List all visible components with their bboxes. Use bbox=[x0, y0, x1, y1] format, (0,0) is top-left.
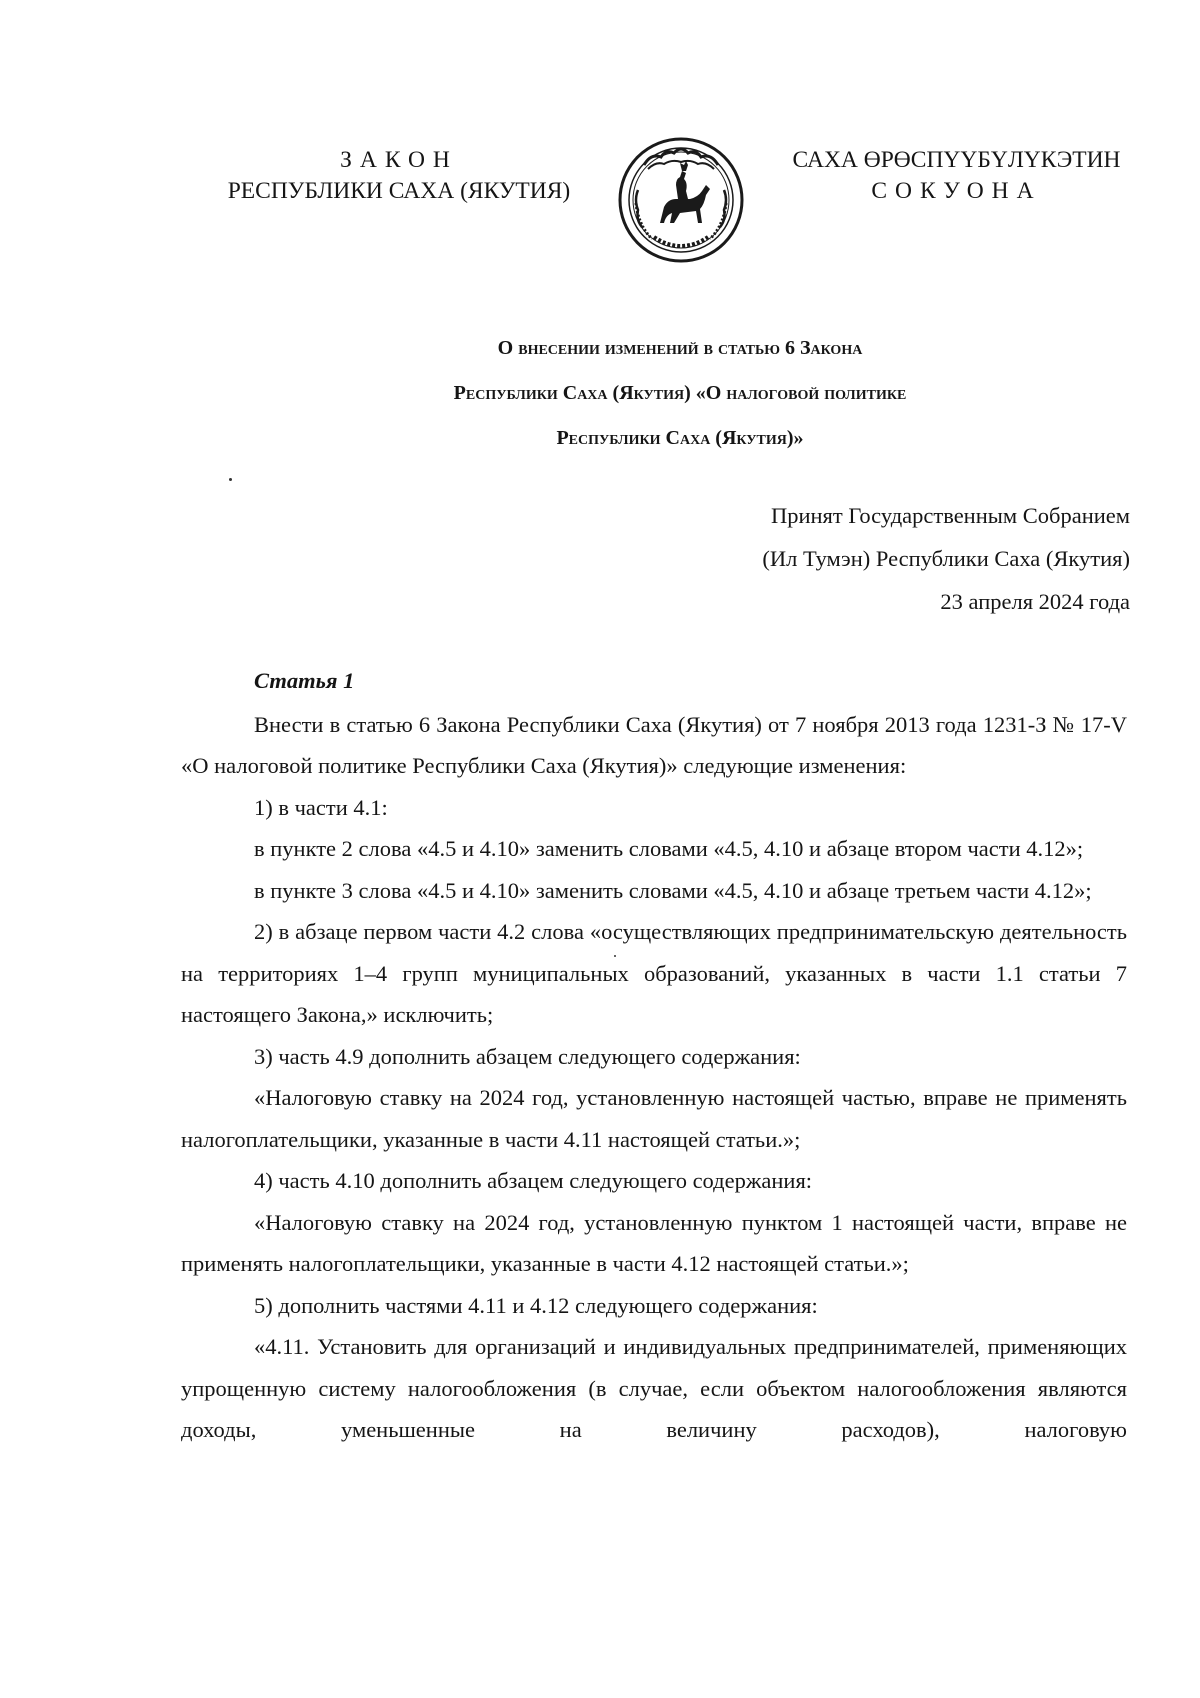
article-paragraph: 2) в абзаце первом части 4.2 слова «осуществляющих предпринимательскую деятельность на территориях 1–4 групп муниципальных образований, указанных в части 1.1 статьи 7 настоящего Закона,» исключить; bbox=[181, 919, 1127, 1027]
article-paragraph: 4) часть 4.10 дополнить абзацем следующего содержания: bbox=[254, 1168, 813, 1193]
article-heading: Статья 1 bbox=[254, 668, 355, 693]
header-left-line1: ЗАКОН bbox=[340, 147, 458, 173]
article-paragraph: «Налоговую ставку на 2024 год, установленную настоящей частью, вправе не применять налогоплательщики, указанные в части 4.11 настоящей статьи.»; bbox=[181, 1085, 1127, 1152]
adoption-line2: (Ил Тумэн) Республики Саха (Якутия) bbox=[762, 546, 1130, 571]
header-right-line2: СОКУОНА bbox=[871, 178, 1042, 204]
article-paragraph: 5) дополнить частями 4.11 и 4.12 следующего содержания: bbox=[254, 1292, 818, 1318]
article-paragraph: 3) часть 4.9 дополнить абзацем следующего содержания: bbox=[254, 1043, 801, 1069]
scan-speck bbox=[229, 478, 232, 481]
adoption-date: 23 апреля 2024 года bbox=[940, 589, 1130, 614]
coat-of-arms-icon bbox=[616, 135, 746, 265]
article-paragraph: Внести в статью 6 Закона Республики Саха (Якутия) от 7 ноября 2013 года 1231-З № 17-V «О налоговой политике Республики Саха (Якутия)» следующие изменения: bbox=[181, 711, 1127, 778]
adoption-note bbox=[762, 494, 1130, 623]
law-title-line2: Республики Саха (Якутия) «О налоговой политике bbox=[453, 382, 907, 404]
article-paragraph: «Налоговую ставку на 2024 год, установленную пунктом 1 настоящей части, вправе не применять налогоплательщики, указанные в части 4.12 настоящей статьи.»; bbox=[181, 1209, 1127, 1276]
article-paragraph: 1) в части 4.1: bbox=[254, 794, 388, 820]
law-title bbox=[200, 326, 1160, 461]
article-body bbox=[181, 660, 1127, 1451]
law-title-line1: О внесении изменений в статью 6 Закона bbox=[497, 337, 863, 359]
article-paragraph: в пункте 2 слова «4.5 и 4.10» заменить словами «4.5, 4.10 и абзаце втором части 4.12»; bbox=[254, 836, 1084, 861]
law-title-line3: Республики Саха (Якутия)» bbox=[556, 427, 804, 449]
header-left bbox=[205, 145, 593, 207]
header-right bbox=[773, 145, 1140, 207]
article-paragraph: в пункте 3 слова «4.5 и 4.10» заменить словами «4.5, 4.10 и абзаце третьем части 4.12»; bbox=[254, 877, 1092, 903]
header-right-line1: САХА ӨРӨСПҮҮБҮЛҮКЭТИН bbox=[792, 147, 1121, 173]
article-paragraph: «4.11. Установить для организаций и индивидуальных предпринимателей, применяющих упрощенную систему налогообложения (в случае, если объектом налогообложения являются доходы, уменьшенные на величину расходов), налоговую bbox=[181, 1334, 1127, 1442]
adoption-line1: Принят Государственным Собранием bbox=[770, 503, 1130, 528]
header-left-line2: РЕСПУБЛИКИ САХА (ЯКУТИЯ) bbox=[227, 178, 571, 204]
